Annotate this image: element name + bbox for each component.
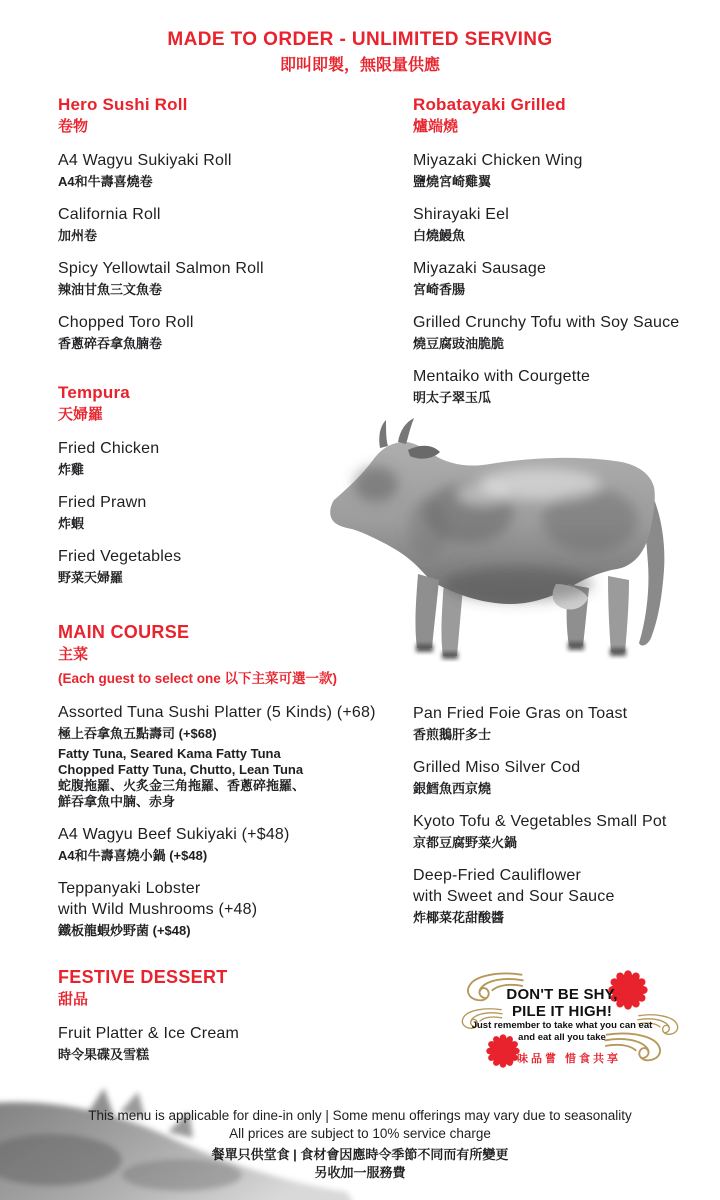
item-detail: Chopped Fatty Tuna, Chutto, Lean Tuna (58, 762, 304, 777)
menu-title: MADE TO ORDER - UNLIMITED SERVING (167, 29, 553, 50)
menu-item (58, 546, 358, 586)
item-name-en: Fried Vegetables (58, 548, 182, 565)
item-name-en: Deep-Fried Cauliflower (413, 867, 582, 884)
menu-item (58, 702, 408, 810)
menu-item (58, 492, 358, 532)
menu-footer (0, 1107, 720, 1182)
item-name-en: Assorted Tuna Sushi Platter (5 Kinds) (+68) (58, 704, 376, 721)
item-name-en: Teppanyaki Lobster (58, 880, 201, 897)
section-main-course-right (413, 703, 713, 926)
item-name-zh: 香蔥碎吞拿魚腩卷 (58, 336, 163, 351)
badge-text-zh: 細味品嘗 惜食共享 (502, 1053, 622, 1065)
menu-item (413, 366, 713, 406)
item-name-en: Kyoto Tofu & Vegetables Small Pot (413, 813, 667, 830)
badge-subtext-1: Just remember to take what you can eat (471, 1020, 653, 1031)
section-title: MAIN COURSE (58, 622, 190, 642)
item-name-zh: 銀鱈魚西京燒 (413, 781, 492, 796)
section-title-zh: 天婦羅 (58, 406, 104, 423)
item-name-zh: 香煎鵝肝多士 (413, 727, 492, 742)
section-hero-sushi-roll (58, 95, 398, 352)
item-name-en: Fried Prawn (58, 494, 147, 511)
item-name-zh: 辣油甘魚三文魚卷 (58, 282, 163, 297)
menu-item (413, 312, 713, 352)
section-tempura (58, 383, 358, 586)
item-name-zh: 炸蝦 (58, 516, 85, 531)
menu-item (413, 757, 713, 797)
section-robatayaki-grilled (413, 95, 713, 406)
item-name-en: Miyazaki Chicken Wing (413, 152, 583, 169)
item-name-en: A4 Wagyu Beef Sukiyaki (+$48) (58, 826, 290, 843)
item-name-en: A4 Wagyu Sukiyaki Roll (58, 152, 232, 169)
item-name-en-line2: with Wild Mushrooms (+48) (58, 901, 258, 918)
menu-header (0, 28, 720, 76)
footer-line-2: All prices are subject to 10% service charge (229, 1126, 491, 1141)
badge-headline-1: DON'T BE SHY, (506, 986, 618, 1003)
item-detail: 蛇腹拖羅、火炙金三角拖羅、香蔥碎拖羅、 (58, 778, 306, 793)
footer-line-1: This menu is applicable for dine-in only | Some menu offerings may vary due to seasonality (88, 1108, 632, 1123)
item-name-zh: 燒豆腐豉油脆脆 (413, 336, 505, 351)
section-title-zh: 卷物 (58, 118, 89, 135)
item-detail: 鮮吞拿魚中腩、赤身 (58, 794, 176, 809)
item-name-zh: A4和牛壽喜燒小鍋 (+$48) (58, 848, 208, 863)
badge (452, 986, 672, 1066)
item-name-en: Shirayaki Eel (413, 206, 509, 223)
menu-item (58, 878, 408, 939)
menu-item (58, 258, 398, 298)
item-name-zh: 宮崎香腸 (413, 282, 466, 297)
menu-item (58, 204, 398, 244)
item-name-en: Mentaiko with Courgette (413, 368, 591, 385)
item-name-zh: 炸雞 (58, 462, 85, 477)
menu-subtitle-zh: 即叫即製，無限量供應 (279, 57, 440, 74)
item-name-zh: 鹽燒宮崎雞翼 (413, 174, 492, 189)
section-title: Robatayaki Grilled (413, 95, 566, 114)
menu-item (413, 865, 713, 926)
item-name-en: Chopped Toro Roll (58, 314, 194, 331)
item-name-zh: 鐵板龍蝦炒野菌 (+$48) (58, 923, 191, 938)
menu-item (58, 824, 408, 864)
section-festive-dessert (58, 966, 378, 1063)
menu-item (413, 811, 713, 851)
item-name-en-line2: with Sweet and Sour Sauce (413, 888, 615, 905)
item-name-en: Fried Chicken (58, 440, 160, 457)
section-title-zh: 主菜 (58, 646, 89, 663)
item-details (58, 746, 408, 810)
item-name-en: California Roll (58, 206, 161, 223)
menu-item (413, 703, 713, 743)
menu-item (58, 150, 398, 190)
menu-item (413, 258, 713, 298)
item-name-zh: 白燒鰻魚 (413, 228, 466, 243)
section-note: (Each guest to select one 以下主菜可選一款) (58, 671, 338, 686)
menu-item (413, 204, 713, 244)
footer-line-4: 另收加一服務費 (314, 1165, 406, 1180)
item-detail: Fatty Tuna, Seared Kama Fatty Tuna (58, 746, 281, 761)
menu-item (58, 438, 358, 478)
item-name-zh: 加州卷 (58, 228, 98, 243)
section-title: FESTIVE DESSERT (58, 967, 228, 987)
item-name-zh: A4和牛壽喜燒卷 (58, 174, 153, 189)
section-title-zh: 爐端燒 (413, 118, 459, 135)
menu-item (58, 312, 398, 352)
item-name-zh: 野菜天婦羅 (58, 570, 124, 585)
item-name-zh: 極上吞拿魚五點壽司 (+$68) (58, 726, 217, 741)
item-name-zh: 京都豆腐野菜火鍋 (413, 835, 518, 850)
badge-subtext-2: and eat all you take (518, 1032, 606, 1043)
item-name-zh: 明太子翠玉瓜 (413, 390, 492, 405)
section-title-zh: 甜品 (58, 991, 89, 1008)
item-name-en: Pan Fried Foie Gras on Toast (413, 705, 628, 722)
menu-item (58, 1023, 378, 1063)
section-title: Tempura (58, 383, 130, 402)
menu-item (413, 150, 713, 190)
section-title: Hero Sushi Roll (58, 95, 188, 114)
item-name-en: Spicy Yellowtail Salmon Roll (58, 260, 264, 277)
item-name-zh: 時令果碟及雪糕 (58, 1047, 150, 1062)
item-name-en: Grilled Crunchy Tofu with Soy Sauce (413, 314, 680, 331)
section-main-course (58, 621, 408, 939)
item-name-zh: 炸椰菜花甜酸醬 (413, 910, 505, 925)
item-name-en: Grilled Miso Silver Cod (413, 759, 581, 776)
item-name-en: Miyazaki Sausage (413, 260, 547, 277)
item-name-en: Fruit Platter & Ice Cream (58, 1025, 240, 1042)
badge-headline-2: PILE IT HIGH! (511, 1003, 613, 1020)
footer-line-3: 餐單只供堂食 | 食材會因應時令季節不同而有所變更 (211, 1147, 509, 1162)
